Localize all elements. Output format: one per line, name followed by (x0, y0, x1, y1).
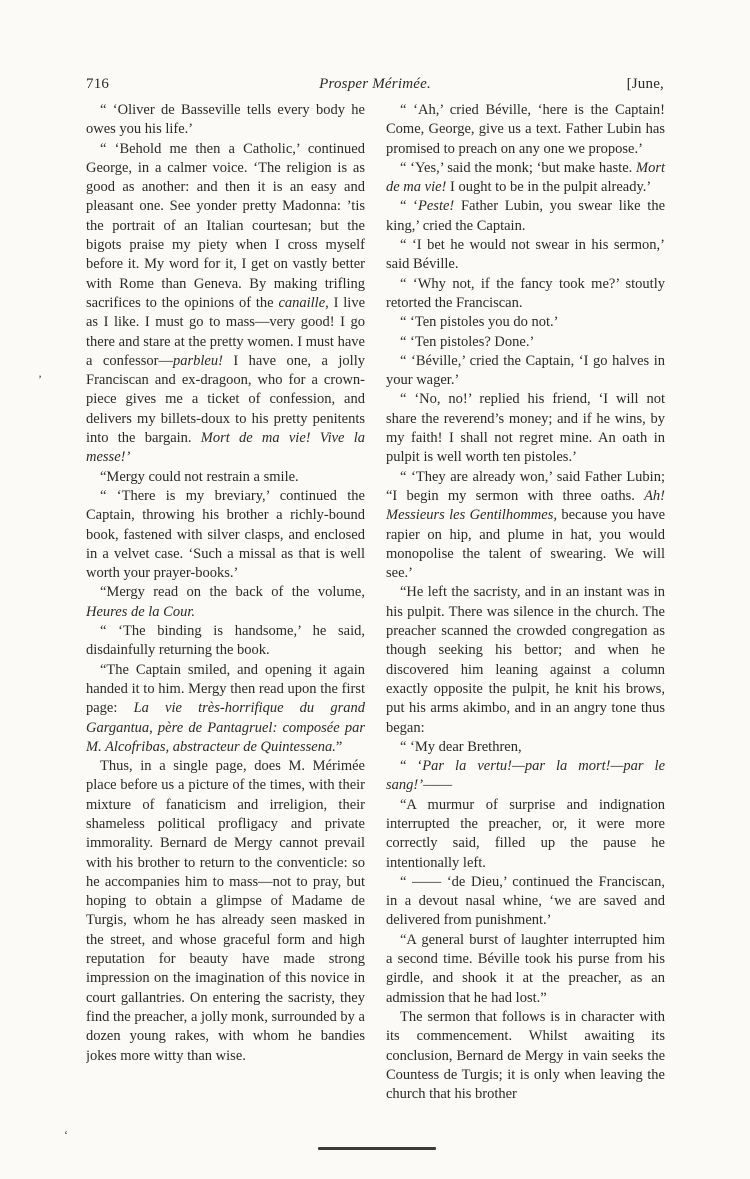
text-segment: Mort de ma vie! (386, 159, 665, 196)
issue-label: [June, (626, 76, 665, 92)
paragraph (86, 661, 365, 757)
paragraph (386, 159, 665, 198)
page-header (86, 76, 664, 93)
text-segment: parbleu! (172, 352, 223, 369)
text-segment: canaille (278, 294, 326, 311)
paragraph (386, 738, 665, 757)
text-segment: Peste! (418, 198, 455, 215)
running-title: Prosper Mérimée. (319, 76, 431, 92)
text-segment: “ ‘I bet he would not swear in his sermon,’ said Béville. (386, 237, 665, 273)
text-segment: “ ‘ (400, 198, 419, 215)
text-segment: “A murmur of surprise and indignation interrupted the preacher, or, it were more correctly said, filled up the pause he intentionally left. (386, 796, 665, 871)
text-segment: —— (423, 777, 453, 794)
column-right (386, 101, 665, 1173)
scan-speck: ’ (38, 372, 42, 386)
text-segment: Father Lubin, you swear like the king,’ cried the Captain. (386, 198, 666, 234)
paragraph (386, 352, 665, 391)
text-segment: because you have rapier on hip, and plume in hat, you would monopolise the talent of swearing. We will see.’ (386, 507, 666, 582)
paragraph (386, 313, 665, 332)
paragraph (386, 468, 665, 584)
paragraph (386, 796, 665, 873)
text-segment: Heures de la Cour. (86, 603, 196, 620)
paragraph (86, 622, 365, 661)
text-segment: “ ‘They are already won,’ said Father Lubin; “I begin my sermon with three oaths. (386, 468, 665, 504)
text-segment: “ ‘Ten pistoles you do not.’ (400, 314, 559, 331)
text-segment: “ ‘Yes,’ said the monk; ‘but make haste. (400, 159, 636, 176)
text-columns (86, 101, 666, 1173)
text-segment: “ ‘Béville,’ cried the Captain, ‘I go halves in your wager.’ (386, 352, 665, 389)
text-segment: “ ‘Oliver de Basseville tells every body he owes you his life.’ (86, 102, 365, 138)
paragraph (86, 487, 365, 583)
text-segment: “Mergy read on the back of the volume, (100, 584, 365, 601)
text-segment: Par la vertu!—par la mort!—par le sang!’ (386, 758, 666, 794)
text-segment: “ ‘Why not, if the fancy took me?’ stoutly retorted the Franciscan. (386, 275, 665, 311)
text-segment: “ ‘The binding is handsome,’ he said, disdainfully returning the book. (86, 623, 365, 659)
text-segment: “ ‘Ah,’ cried Béville, ‘here is the Captain! Come, George, give us a text. Father Lubin has promised to preach on any one we propose.’ (386, 102, 665, 157)
text-segment: “ ‘No, no!’ replied his friend, ‘I will not share the reverend’s money; and if he wins, by my faith! I shall not regret mine. An oath in pulpit is well worth ten pistoles.’ (386, 391, 665, 466)
page-number: 716 (86, 76, 110, 92)
paragraph (386, 757, 665, 796)
text-segment: “ ‘Ten pistoles? Done.’ (400, 333, 535, 350)
scan-artifact-line (318, 1147, 436, 1150)
text-segment: Mort de ma vie! Vive la messe!’ (86, 430, 365, 466)
paragraph (386, 275, 665, 314)
paragraph (386, 390, 665, 467)
text-segment: ” (335, 738, 343, 755)
text-segment: “ ‘ (400, 758, 423, 775)
text-segment: “ ‘Behold me then a Catholic,’ continued George, in a calmer voice. ‘The religion is as good as another: and then it is an easy and pleasant one. See yonder pretty Madonna: ’tis the portrait of an Italian courtesan; but the bigots praise my piety when I cross myself before it. My word for it, I get on vastly better with Rome than Geneva. By making trifling sacrifices to the opinions of the (86, 140, 365, 311)
paragraph (386, 873, 665, 931)
text-segment: I ought to be in the pulpit already.’ (446, 179, 652, 196)
scan-speck: ‘ (64, 1128, 68, 1142)
paragraph (86, 583, 365, 622)
paragraph (86, 140, 365, 468)
paragraph (86, 101, 365, 140)
paragraph (386, 197, 665, 236)
text-segment: “ —— ‘de Dieu,’ continued the Franciscan, in a devout nasal whine, ‘we are saved and delivered from punishment.’ (386, 873, 665, 929)
paragraph (386, 1008, 665, 1104)
text-segment: , I live as I like. I must go to mass—very good! I go there and stare at the pretty women. I must have a confessor— (86, 294, 366, 369)
text-segment: “ ‘There is my breviary,’ continued the Captain, throwing his brother a richly-bound book, fastened with silver clasps, and enclosed in a velvet case. ‘Such a missal as that is well worth your prayer-books.’ (86, 487, 365, 582)
text-segment: “He left the sacristy, and in an instant was in his pulpit. There was silence in the church. The preacher scanned the crowded congregation as though seeking his bettor; and when he discovered him leaning against a column exactly opposite the pulpit, he knit his brows, put his arms akimbo, and in an angry tone thus began: (386, 584, 665, 736)
text-segment: La vie très-horrifique du grand Gargantua, père de Pantagruel: composée par M. Alcofribas, abstracteur de Quintessena. (86, 700, 365, 755)
paragraph (86, 757, 365, 1066)
paragraph (386, 101, 665, 159)
text-segment: Thus, in a single page, does M. Mérimée place before us a picture of the times, with their mixture of fanaticism and irreligion, their shameless political profligacy and private immorality. Bernard de Mergy cannot prevail with his brother to return to the conventicle: so he accompanies him to mass—not to pray, but hoping to obtain a glimpse of Madame de Turgis, whom he has already seen masked in the street, and whose graceful form and high reputation for beauty have made strong impression on the imagination of this novice in court gallantries. On entering the sacristy, they find the preacher, a jolly monk, surrounded by a dozen young rakes, with whom he bandies jokes more witty than wise. (86, 758, 365, 1064)
text-segment: The sermon that follows is in character with its commencement. Whilst awaiting its conclusion, Bernard de Mergy in vain seeks the Countess de Turgis; it is only when leaving the church that his brother (386, 1008, 665, 1103)
text-segment: “A general burst of laughter interrupted him a second time. Béville took his purse from his girdle, and shook it at the preacher, as an admission that he had lost.” (386, 931, 665, 1006)
column-left (86, 101, 365, 1173)
paragraph (386, 333, 665, 352)
paragraph (386, 583, 665, 737)
paragraph (386, 931, 665, 1008)
text-segment: “Mergy could not restrain a smile. (100, 468, 299, 485)
text-segment: “The Captain smiled, and opening it again handed it to him. Mergy then read upon the first page: (86, 661, 365, 717)
text-segment: Ah! Messieurs les Gentilhommes, (386, 487, 665, 524)
text-segment: I have one, a jolly Franciscan and ex-dragoon, who for a crown-piece gives me a ticket of confession, and delivers my billets-doux to his pretty penitents into the bargain. (86, 352, 365, 447)
text-segment: “ ‘My dear Brethren, (400, 738, 522, 755)
paragraph (86, 468, 365, 487)
paragraph (386, 236, 665, 275)
